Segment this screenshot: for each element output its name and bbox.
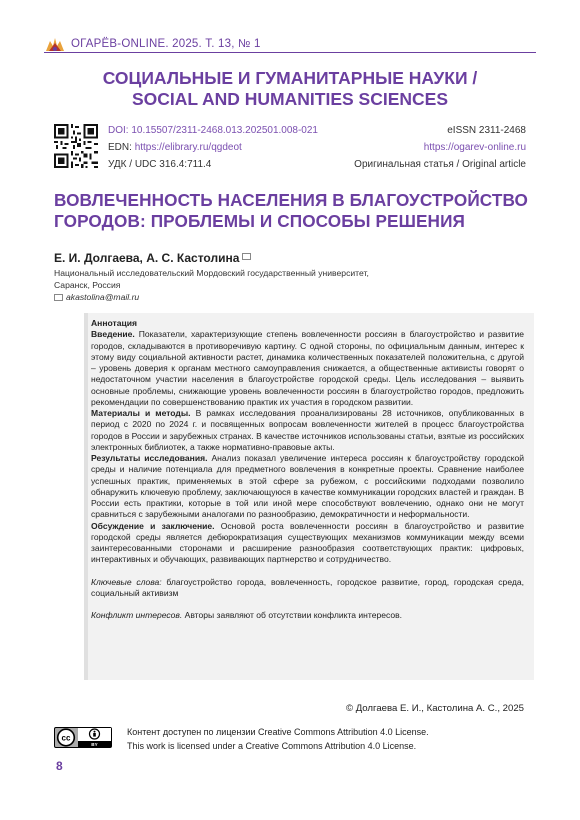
authors: Е. И. Долгаева, А. С. Кастолина [54, 251, 251, 265]
copyright: © Долгаева Е. И., Кастолина А. С., 2025 [345, 703, 524, 714]
by-text: BY [91, 742, 98, 748]
license-ru: Контент доступен по лицензии Creative Commons Attribution 4.0 License. [127, 727, 429, 737]
section-title-line2: SOCIAL AND HUMANITIES SCIENCES [132, 89, 448, 109]
abstract-results: Результаты исследования. Анализ показал увеличение интереса россиян к благоустройству городской среды и наличие потенциала для предметного вовлечения в конкретные проекты. Сравнение наиболее успешных практик, применяемых в этой сфере за рубежом, с российскими подходами позволило обнаружить ключевую проблему, заключающуюся в качестве коммуникации городских властей и граждан. В России есть практики, которые в той или иной мере способствуют вовлечению, однако они не могут сравниться с зарубежными аналогами по разнообразию, демократичности и неформальности. [91, 453, 524, 520]
udk: УДК / UDC 316.4:711.4 [108, 159, 212, 170]
edn-link[interactable]: https://elibrary.ru/qgdeot [134, 142, 242, 153]
doi[interactable]: DOI: 10.15507/2311-2468.013.202501.008-021 [108, 125, 318, 136]
article-title: ВОВЛЕЧЕННОСТЬ НАСЕЛЕНИЯ В БЛАГОУСТРОЙСТВО ГОРОДОВ: ПРОБЛЕМЫ И СПОСОБЫ РЕШЕНИЯ [54, 190, 529, 231]
affiliation-line1: Национальный исследовательский Мордовский государственный университет, [54, 268, 369, 278]
journal-name: ОГАРЁВ-ONLINE. 2025. Т. 13, № 1 [71, 38, 261, 50]
qr-code-icon [54, 124, 98, 168]
header-divider [44, 52, 536, 53]
site-link[interactable]: https://ogarev-online.ru [423, 142, 526, 153]
eissn: eISSN 2311-2468 [447, 125, 526, 136]
edn: EDN: https://elibrary.ru/qgdeot [108, 142, 242, 153]
abstract-heading: Аннотация [91, 318, 137, 328]
email-icon [54, 294, 63, 301]
abstract [91, 318, 524, 621]
author-email[interactable]: akastolina@mail.ru [54, 292, 139, 303]
keywords: Ключевые слова: благоустройство города, вовлеченность, городское развитие, город, городская среда, социальный активизм [91, 576, 524, 598]
license-en: This work is licensed under a Creative Commons Attribution 4.0 License. [127, 741, 417, 751]
cc-by-license-icon[interactable] [54, 727, 112, 748]
abstract-methods: Материалы и методы. В рамках исследования проанализированы 28 источников, опубликованных в период с 2020 по 2024 г. и посвященных вопросам вовлеченности жителей в процесс благоустройства городов в России и зарубежных странах. В качестве источников использованы статьи, взятые из российских электронных библиотек, а также нормативно-правовые акты. [91, 408, 525, 452]
journal-logo-icon [44, 36, 66, 52]
cc-text: cc [61, 733, 71, 743]
article-type: Оригинальная статья / Original article [354, 159, 526, 170]
abstract-discussion: Обсуждение и заключение. Основой роста вовлеченности россиян в благоустройство и развитие городской среды является дебюрократизация существующих механизмов коммуникации между всеми заинтересованными сторонами и расширение разнообразия соответствующих практик: цифровых, интерактивных и обучающих, развивающих партнерство и сотрудничество. [91, 520, 524, 565]
email-icon [242, 253, 251, 260]
page-number: 8 [56, 759, 63, 773]
abstract-intro: Введение. Показатели, характеризующие степень вовлеченности россиян в благоустройство и развитие городов, складываются в противоречивую картину. С одной стороны, по официальным данным, интерес к этому виду социальной активности растет, динамика количественных показателей положительна, с другой – уровень доверия к органам местного самоуправления снижается, а общественные активисты говорят о недостаточном участии населения в благоустройстве городской среды. Цель исследования – выявить основные проблемы, снижающие уровень вовлеченности россиян в благоустройство городов, предложить рекомендации по совершенствованию практик их участия в городском развитии. [91, 329, 524, 407]
section-title-line1: СОЦИАЛЬНЫЕ И ГУМАНИТАРНЫЕ НАУКИ / [102, 68, 478, 88]
conflict-of-interest: Конфликт интересов. Авторы заявляют об отсутствии конфликта интересов. [91, 610, 403, 620]
affiliation-line2: Саранск, Россия [54, 280, 121, 290]
